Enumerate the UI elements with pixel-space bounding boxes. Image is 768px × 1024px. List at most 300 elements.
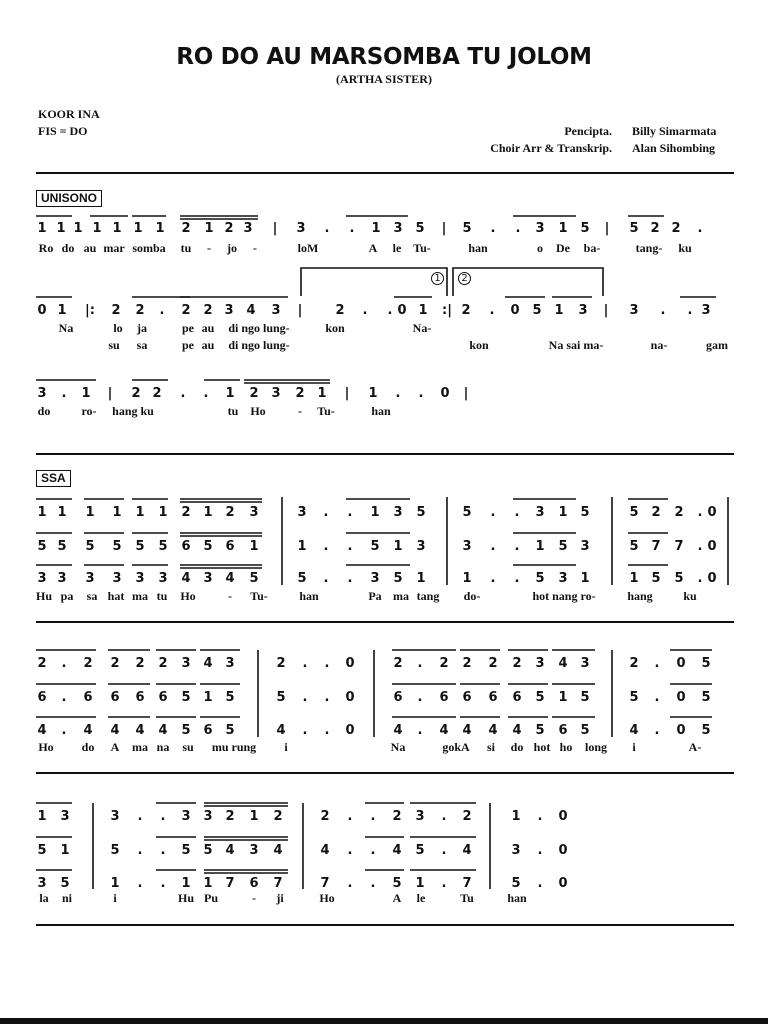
note: 1 — [558, 690, 568, 705]
note: 1 — [81, 386, 91, 401]
lyric-line — [0, 589, 768, 605]
note: 3 — [629, 303, 639, 318]
note: 3 — [296, 221, 306, 236]
section-rule — [36, 172, 734, 174]
note: 7 — [320, 876, 330, 891]
note: 7 — [273, 876, 283, 891]
note: . — [160, 843, 166, 858]
note: . — [370, 843, 376, 858]
system-rule — [36, 621, 734, 623]
note: 0 — [707, 539, 717, 554]
note: 2 — [225, 505, 235, 520]
lyric-syllable: tu — [180, 241, 192, 255]
note: 3 — [511, 843, 521, 858]
lyric-syllable: Ho — [38, 740, 54, 754]
note: 3 — [110, 809, 120, 824]
note: 5 — [532, 303, 542, 318]
note: . — [323, 539, 329, 554]
note: 1 — [85, 505, 95, 520]
note: . — [137, 809, 143, 824]
note: . — [160, 809, 166, 824]
notation-row — [0, 690, 768, 708]
note: . — [347, 809, 353, 824]
note: 1 — [558, 221, 568, 236]
note: 2 — [152, 386, 162, 401]
arranger-name: Alan Sihombing — [632, 141, 716, 155]
note: 5 — [535, 690, 545, 705]
lyric-syllable: na — [156, 740, 170, 754]
note: | — [463, 386, 469, 401]
note: . — [537, 876, 543, 891]
note: :| — [442, 303, 452, 318]
lyric-syllable: Ho — [319, 891, 335, 905]
note: 6 — [512, 690, 522, 705]
lyric-syllable: han — [507, 891, 527, 905]
lyric-syllable: do — [37, 404, 51, 418]
note: . — [514, 505, 520, 520]
section-label-unisono: UNISONO — [36, 190, 102, 207]
note: 1 — [135, 505, 145, 520]
note: 3 — [243, 221, 253, 236]
note: 0 — [676, 690, 686, 705]
lyric-syllable: Ro — [38, 241, 54, 255]
note: 6 — [393, 690, 403, 705]
note: 5 — [393, 571, 403, 586]
note: 2 — [629, 656, 639, 671]
note: . — [347, 843, 353, 858]
lyric-syllable: le — [392, 241, 402, 255]
lyric-syllable: sa — [86, 589, 98, 603]
note: 5 — [580, 723, 590, 738]
note: 2 — [674, 505, 684, 520]
note: 4 — [320, 843, 330, 858]
note: 3 — [701, 303, 711, 318]
note: 7 — [674, 539, 684, 554]
note: 4 — [181, 571, 191, 586]
note: 1 — [558, 505, 568, 520]
note: 3 — [135, 571, 145, 586]
lyric-syllable: hat — [107, 589, 125, 603]
note: 6 — [249, 876, 259, 891]
note: 3 — [249, 843, 259, 858]
note: . — [417, 656, 423, 671]
note: 2 — [181, 221, 191, 236]
note: 2 — [671, 221, 681, 236]
choir-type: KOOR INA — [38, 107, 100, 121]
note: . — [697, 505, 703, 520]
note: 3 — [535, 505, 545, 520]
note: 5 — [701, 723, 711, 738]
note: 5 — [37, 539, 47, 554]
lyric-syllable: kon — [469, 338, 489, 352]
lyric-syllable: au — [201, 321, 215, 335]
note: 1 — [317, 386, 327, 401]
note: 5 — [181, 690, 191, 705]
note: 3 — [37, 876, 47, 891]
note: 0 — [345, 656, 355, 671]
lyric-syllable: loM — [297, 241, 319, 255]
note: . — [537, 843, 543, 858]
note: 5 — [415, 843, 425, 858]
note: 3 — [181, 656, 191, 671]
note: . — [203, 386, 209, 401]
note: 1 — [580, 571, 590, 586]
lyric-syllable: au — [83, 241, 97, 255]
lyric-syllable: De — [556, 241, 570, 255]
notation-row — [0, 809, 768, 827]
note: . — [302, 723, 308, 738]
lyric-syllable: han — [371, 404, 391, 418]
notation-row — [0, 221, 768, 239]
note: . — [490, 571, 496, 586]
note: 1 — [133, 221, 143, 236]
note: | — [441, 221, 447, 236]
note: 3 — [462, 539, 472, 554]
note: 5 — [392, 876, 402, 891]
note: 0 — [440, 386, 450, 401]
note: | — [603, 303, 609, 318]
lyric-syllable: - — [228, 589, 232, 603]
lyric-syllable: lo — [113, 321, 123, 335]
note: | — [107, 386, 113, 401]
note: 5 — [580, 505, 590, 520]
note: 0 — [558, 876, 568, 891]
note: 5 — [276, 690, 286, 705]
note: 7 — [651, 539, 661, 554]
lyric-syllable: si — [486, 740, 496, 754]
lyric-syllable: A- — [688, 740, 702, 754]
note: 0 — [558, 809, 568, 824]
lyric-syllable: Na — [58, 321, 74, 335]
note: 5 — [203, 539, 213, 554]
note: . — [514, 539, 520, 554]
note: 4 — [203, 656, 213, 671]
note: 1 — [416, 571, 426, 586]
lyric-syllable: do — [510, 740, 524, 754]
lyric-syllable: di ngo lung- — [228, 321, 290, 335]
lyric-syllable: gokA — [442, 740, 470, 754]
note: 3 — [370, 571, 380, 586]
note: 1 — [155, 221, 165, 236]
lyric-syllable: A — [110, 740, 120, 754]
note: . — [654, 656, 660, 671]
note: 4 — [135, 723, 145, 738]
note: 5 — [629, 690, 639, 705]
note: . — [323, 571, 329, 586]
note: 2 — [295, 386, 305, 401]
note: 3 — [535, 656, 545, 671]
note: 1 — [37, 809, 47, 824]
note: 4 — [462, 843, 472, 858]
lyric-syllable: tang — [416, 589, 440, 603]
note: . — [537, 809, 543, 824]
note: 2 — [249, 386, 259, 401]
lyric-syllable: mar — [103, 241, 125, 255]
note: 5 — [674, 571, 684, 586]
note: 6 — [158, 690, 168, 705]
note: 2 — [273, 809, 283, 824]
lyric-syllable: Ho — [250, 404, 266, 418]
lyric-syllable: su — [108, 338, 120, 352]
note: 3 — [393, 505, 403, 520]
note: 5 — [297, 571, 307, 586]
note: 2 — [439, 656, 449, 671]
lyric-syllable: ku — [683, 589, 697, 603]
section-rule — [36, 453, 734, 455]
note: 7 — [225, 876, 235, 891]
note: 0 — [707, 571, 717, 586]
note: 1 — [56, 221, 66, 236]
lyric-syllable: ku — [678, 241, 692, 255]
note: 1 — [371, 221, 381, 236]
note: 4 — [37, 723, 47, 738]
credit-labels — [440, 123, 612, 157]
lyric-syllable: na- — [650, 338, 668, 352]
note: 2 — [111, 303, 121, 318]
note: 3 — [112, 571, 122, 586]
lyric-syllable: Tu- — [413, 241, 431, 255]
note: 3 — [225, 656, 235, 671]
lyric-syllable: Na — [390, 740, 406, 754]
note: 6 — [488, 690, 498, 705]
note: |: — [85, 303, 95, 318]
note: . — [490, 221, 496, 236]
note: 5 — [57, 539, 67, 554]
note: 1 — [249, 539, 259, 554]
note: . — [417, 690, 423, 705]
note: 1 — [462, 571, 472, 586]
note: 5 — [203, 843, 213, 858]
note: . — [347, 571, 353, 586]
note: 3 — [271, 386, 281, 401]
lyric-syllable: pe — [182, 338, 194, 352]
note: 3 — [271, 303, 281, 318]
note: 6 — [203, 723, 213, 738]
lyric-syllable: han — [299, 589, 319, 603]
note: 2 — [135, 656, 145, 671]
note: 5 — [629, 505, 639, 520]
note: . — [180, 386, 186, 401]
note: 1 — [535, 539, 545, 554]
note: 3 — [37, 386, 47, 401]
note: 1 — [158, 505, 168, 520]
note: 2 — [135, 303, 145, 318]
note: 5 — [225, 690, 235, 705]
note: 1 — [393, 539, 403, 554]
note: 5 — [701, 656, 711, 671]
lyric-syllable: do — [81, 740, 95, 754]
note: 0 — [37, 303, 47, 318]
lyric-syllable: - — [298, 404, 302, 418]
note: 4 — [276, 723, 286, 738]
note: 3 — [416, 539, 426, 554]
composer-name: Billy Simarmata — [632, 124, 717, 138]
note: . — [347, 876, 353, 891]
note: 1 — [181, 876, 191, 891]
note: 5 — [511, 876, 521, 891]
note: . — [323, 505, 329, 520]
lyric-syllable: kon — [325, 321, 345, 335]
note: 3 — [158, 571, 168, 586]
notation-row — [0, 843, 768, 861]
note: 3 — [580, 539, 590, 554]
note: 3 — [57, 571, 67, 586]
note: 4 — [273, 843, 283, 858]
note: . — [697, 221, 703, 236]
note: . — [302, 656, 308, 671]
note: 2 — [462, 656, 472, 671]
note: 2 — [651, 505, 661, 520]
note: 2 — [462, 809, 472, 824]
note: 4 — [558, 656, 568, 671]
note: 7 — [462, 876, 472, 891]
note: . — [441, 876, 447, 891]
note: 3 — [203, 571, 213, 586]
lyric-syllable: ro- — [81, 404, 97, 418]
note: 3 — [393, 221, 403, 236]
note: 6 — [83, 690, 93, 705]
note: 5 — [370, 539, 380, 554]
lyric-syllable: ma — [132, 740, 148, 754]
lyric-line — [0, 740, 768, 756]
note: . — [160, 876, 166, 891]
note: | — [272, 221, 278, 236]
notation-row — [0, 505, 768, 523]
lyric-line — [0, 241, 768, 257]
notation-row — [0, 571, 768, 589]
note: . — [654, 690, 660, 705]
note: 4 — [225, 571, 235, 586]
lyric-syllable: somba — [132, 241, 166, 255]
note: 2 — [461, 303, 471, 318]
note: 5 — [629, 221, 639, 236]
note: 1 — [554, 303, 564, 318]
notation-row — [0, 386, 768, 404]
note: . — [687, 303, 693, 318]
lyric-syllable: tang- — [635, 241, 663, 255]
note: 4 — [462, 723, 472, 738]
note: 1 — [92, 221, 102, 236]
note: 5 — [415, 221, 425, 236]
note: 3 — [297, 505, 307, 520]
note: 2 — [181, 505, 191, 520]
note: 1 — [112, 221, 122, 236]
note: 1 — [629, 571, 639, 586]
page-bottom-edge — [0, 1018, 768, 1024]
lyric-syllable: gam — [706, 338, 728, 352]
note: 6 — [225, 539, 235, 554]
lyric-syllable: i — [632, 740, 636, 754]
lyric-syllable: i — [113, 891, 117, 905]
note: . — [324, 690, 330, 705]
note: 2 — [335, 303, 345, 318]
note: 1 — [415, 876, 425, 891]
note: 3 — [203, 809, 213, 824]
note: 5 — [135, 539, 145, 554]
note: | — [344, 386, 350, 401]
note: 0 — [510, 303, 520, 318]
note: . — [159, 303, 165, 318]
lyric-syllable: sa — [136, 338, 148, 352]
system-rule — [36, 924, 734, 926]
note: 3 — [580, 656, 590, 671]
note: . — [515, 221, 521, 236]
note: 1 — [57, 505, 67, 520]
note: 1 — [112, 505, 122, 520]
note: . — [137, 876, 143, 891]
note: 1 — [370, 505, 380, 520]
note: . — [302, 690, 308, 705]
note: 3 — [224, 303, 234, 318]
note: 1 — [73, 221, 83, 236]
note: . — [324, 221, 330, 236]
lyric-syllable: ma — [393, 589, 409, 603]
lyric-syllable: A — [392, 891, 402, 905]
note: . — [417, 723, 423, 738]
note: 0 — [345, 723, 355, 738]
note: 5 — [225, 723, 235, 738]
lyric-syllable: ho — [559, 740, 573, 754]
lyric-syllable: tu — [227, 404, 239, 418]
note: 4 — [393, 723, 403, 738]
note: 2 — [392, 809, 402, 824]
composer-label: Pencipta. — [564, 124, 612, 138]
note: 4 — [225, 843, 235, 858]
note: 4 — [83, 723, 93, 738]
notation-row — [0, 656, 768, 674]
note: 5 — [651, 571, 661, 586]
lyric-syllable: ji — [276, 891, 284, 905]
note: 1 — [110, 876, 120, 891]
note: 2 — [83, 656, 93, 671]
lyric-syllable: han — [468, 241, 488, 255]
note: 6 — [110, 690, 120, 705]
note: . — [324, 656, 330, 671]
note: . — [370, 876, 376, 891]
note: 6 — [439, 690, 449, 705]
note: 0 — [345, 690, 355, 705]
note: 1 — [418, 303, 428, 318]
lyric-syllable: ba- — [583, 241, 601, 255]
note: 5 — [85, 539, 95, 554]
note: 2 — [37, 656, 47, 671]
song-title: RO DO AU MARSOMBA TU JOLOM — [176, 44, 592, 70]
lyric-syllable: Tu- — [250, 589, 268, 603]
lyric-line — [0, 891, 768, 907]
lyric-syllable: A — [368, 241, 378, 255]
lyric-syllable: Na sai ma- — [548, 338, 604, 352]
lyric-syllable: Tu — [460, 891, 474, 905]
note: 5 — [416, 505, 426, 520]
note: 2 — [650, 221, 660, 236]
note: 1 — [37, 505, 47, 520]
key-signature: FIS = DO — [38, 124, 88, 138]
notation-row — [0, 539, 768, 557]
note: 3 — [558, 571, 568, 586]
lyric-syllable: do — [61, 241, 75, 255]
note: 2 — [110, 656, 120, 671]
note: . — [489, 303, 495, 318]
lyric-syllable: i — [284, 740, 288, 754]
lyric-syllable: ja — [137, 321, 147, 335]
note: 3 — [181, 809, 191, 824]
note: . — [362, 303, 368, 318]
lyric-syllable: Tu- — [317, 404, 335, 418]
note: 6 — [558, 723, 568, 738]
note: 5 — [701, 690, 711, 705]
arranger-label: Choir Arr & Transkrip. — [490, 141, 612, 155]
lyric-line — [0, 321, 768, 337]
